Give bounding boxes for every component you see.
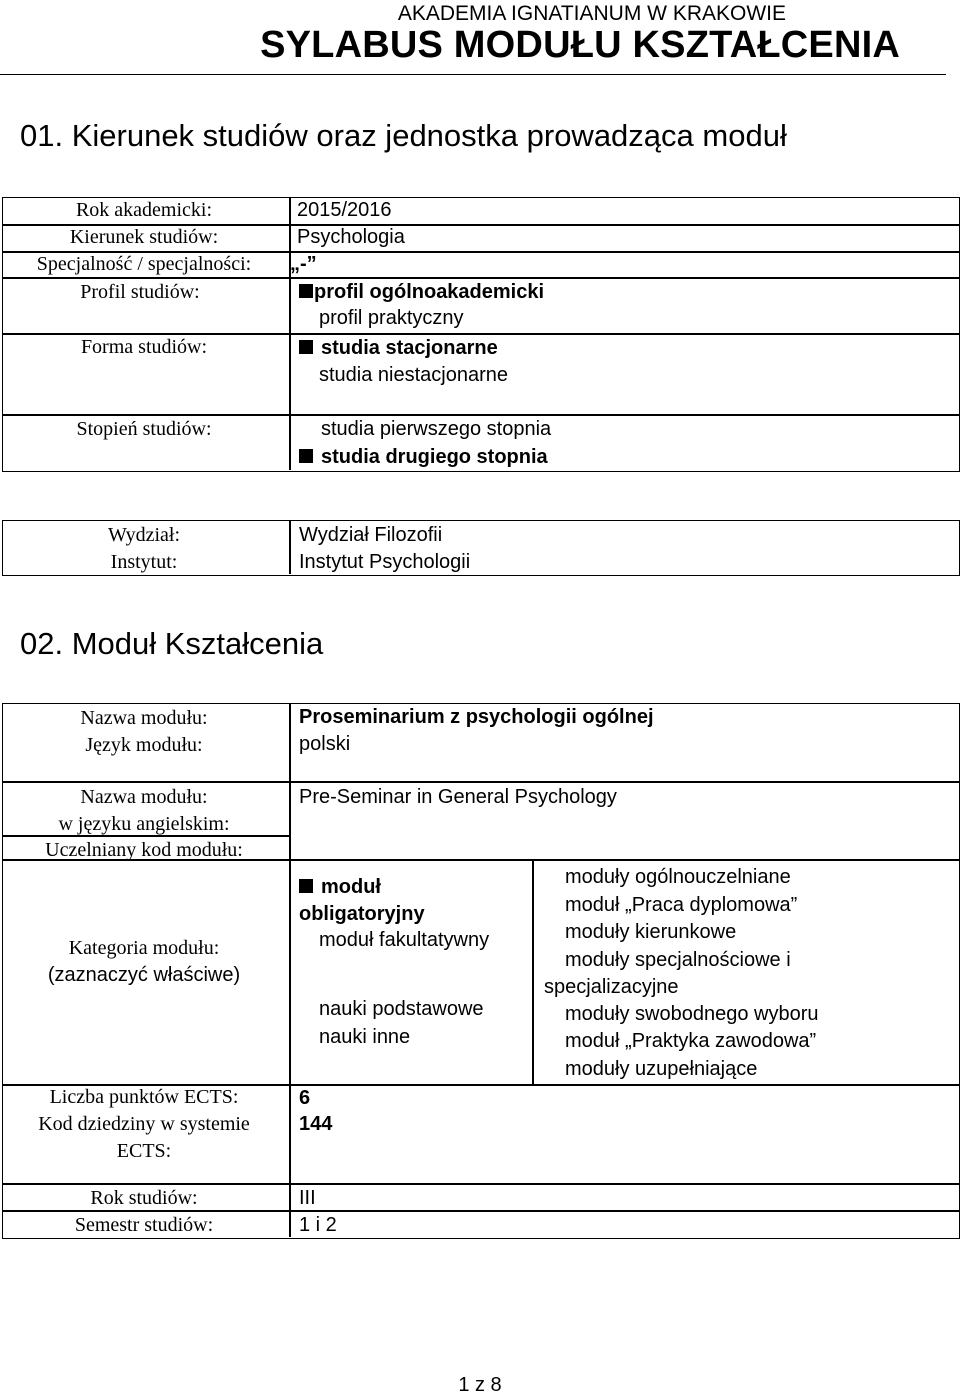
section1-heading: 01. Kierunek studiów oraz jednostka prowadząca moduł — [20, 118, 787, 153]
module-name-label: Nazwa modułu: — [80, 707, 208, 729]
profile-option-practical: profil praktyczny — [319, 307, 464, 329]
category-elective-module: moduł fakultatywny — [319, 929, 490, 951]
row-divider — [3, 1183, 959, 1185]
section2-heading: 02. Moduł Kształcenia — [20, 626, 324, 661]
document-title: SYLABUS MODUŁU KSZTAŁCENIA — [260, 24, 900, 66]
faculty-label: Wydział: — [107, 524, 181, 546]
column-divider — [289, 521, 291, 574]
ects-domain-value: 144 — [299, 1113, 333, 1135]
module-name-en-label-line2: w języku angielskim: — [58, 813, 230, 835]
header-divider — [0, 74, 946, 75]
degree-second-cycle: studia drugiego stopnia — [299, 446, 548, 469]
module-name-en-label: Nazwa modułu: — [80, 786, 208, 808]
ects-domain-label-line2: ECTS: — [116, 1140, 172, 1162]
faculty-value: Wydział Filozofii — [299, 524, 443, 546]
module-language-value: polski — [299, 733, 351, 755]
field-of-study-value: Psychologia — [297, 226, 405, 248]
degree-first-cycle: studia pierwszego stopnia — [321, 418, 552, 440]
module-name-value: Proseminarium z psychologii ogólnej — [299, 706, 654, 728]
row-divider — [3, 1210, 959, 1212]
row-divider — [3, 277, 959, 279]
checked-square-icon — [299, 284, 313, 298]
category-major-modules: moduły kierunkowe — [565, 921, 737, 943]
category-specialty-modules: moduły specjalnościowe i — [565, 949, 791, 971]
field-of-study-label: Kierunek studiów: — [69, 226, 219, 248]
module-name-en-value: Pre-Seminar in General Psychology — [299, 786, 617, 808]
specialty-value: „-” — [290, 253, 317, 275]
category-internship-module: moduł „Praktyka zawodowa” — [565, 1030, 817, 1052]
row-divider — [3, 414, 959, 416]
ects-label: Liczba punktów ECTS: — [49, 1086, 239, 1108]
category-free-choice-modules: moduły swobodnego wyboru — [565, 1003, 819, 1025]
category-mandatory-line2: obligatoryjny — [299, 903, 425, 925]
study-form-full-time: studia stacjonarne — [299, 337, 498, 360]
module-language-label: Język modułu: — [85, 734, 203, 756]
checked-square-icon — [299, 879, 313, 893]
category-hint: (zaznaczyć właściwe) — [47, 964, 241, 986]
study-form-label: Forma studiów: — [80, 336, 208, 358]
institution-name: AKADEMIA IGNATIANUM W KRAKOWIE — [397, 2, 786, 25]
degree-label: Stopień studiów: — [76, 418, 212, 440]
university-code-label: Uczelniany kod modułu: — [45, 839, 243, 861]
checked-square-icon — [299, 340, 313, 354]
ects-domain-label: Kod dziedziny w systemie — [38, 1113, 250, 1135]
checked-square-icon — [299, 449, 313, 463]
category-mandatory-module: moduł — [299, 876, 381, 899]
profile-option-general: profil ogólnoakademicki — [299, 281, 544, 304]
column-divider — [532, 859, 534, 1084]
column-divider — [289, 704, 291, 1237]
institute-value: Instytut Psychologii — [299, 551, 471, 573]
category-specialty-modules-line2: specjalizacyjne — [544, 976, 679, 998]
category-label: Kategoria modułu: — [68, 937, 220, 959]
academic-year-value: 2015/2016 — [297, 199, 392, 221]
institute-label: Instytut: — [110, 551, 178, 573]
profile-label: Profil studiów: — [80, 281, 200, 303]
academic-year-label: Rok akademicki: — [75, 199, 213, 221]
study-year-label: Rok studiów: — [90, 1187, 198, 1209]
row-divider — [3, 333, 959, 335]
category-university-modules: moduły ogólnouczelniane — [565, 866, 791, 888]
category-supplementary-modules: moduły uzupełniające — [565, 1058, 758, 1080]
study-form-part-time: studia niestacjonarne — [319, 364, 509, 386]
category-other-sciences: nauki inne — [319, 1026, 411, 1048]
row-divider — [3, 781, 959, 783]
page-number: 1 z 8 — [458, 1374, 502, 1396]
semester-value: 1 i 2 — [299, 1214, 337, 1236]
study-year-value: III — [299, 1187, 316, 1209]
specialty-label: Specjalność / specjalności: — [36, 253, 252, 275]
category-thesis-module: moduł „Praca dyplomowa” — [565, 894, 798, 916]
ects-value: 6 — [299, 1087, 311, 1109]
category-basic-sciences: nauki podstawowe — [319, 998, 484, 1020]
semester-label: Semestr studiów: — [74, 1214, 214, 1236]
